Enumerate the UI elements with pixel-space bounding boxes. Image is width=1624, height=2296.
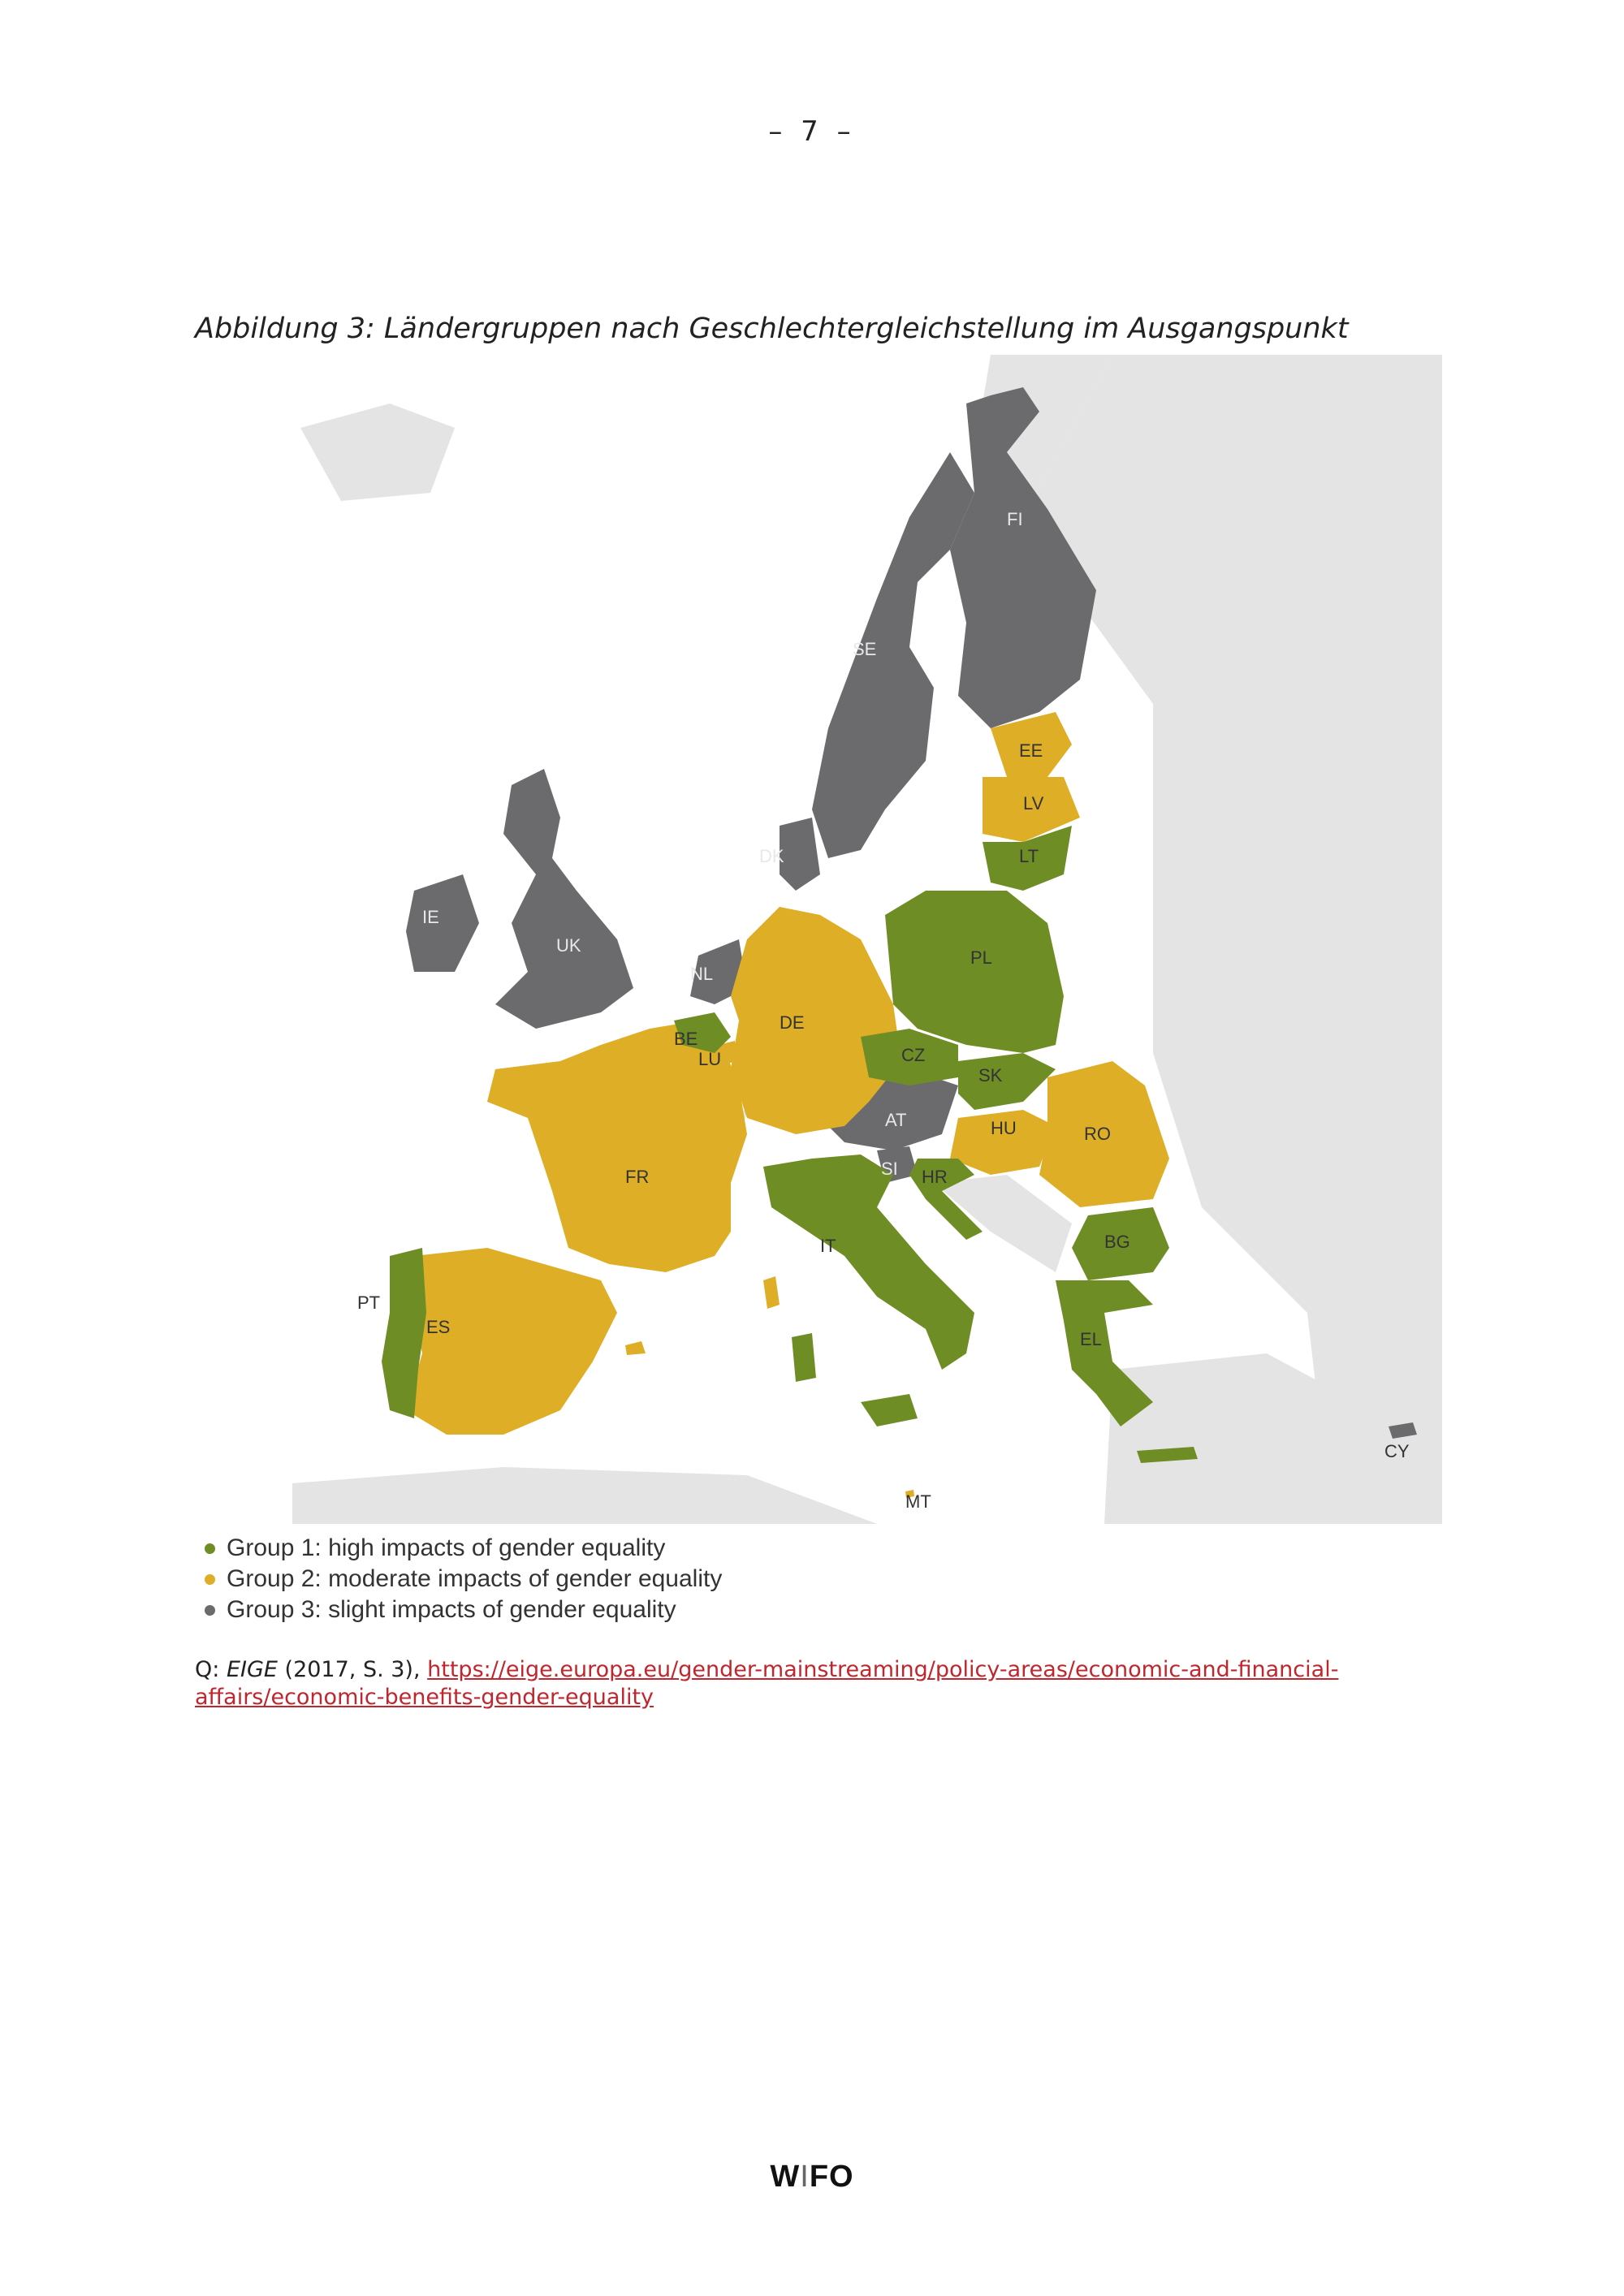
label-hr: HR <box>922 1167 948 1187</box>
label-nl: NL <box>690 964 714 984</box>
legend-dot-icon <box>205 1605 215 1616</box>
legend-label: Group 2: moderate impacts of gender equality <box>227 1565 723 1592</box>
label-cy: CY <box>1384 1441 1410 1461</box>
legend-label: Group 1: high impacts of gender equality <box>227 1534 666 1561</box>
label-it: IT <box>820 1236 836 1256</box>
label-cz: CZ <box>901 1045 926 1065</box>
eu-map <box>292 355 1442 1524</box>
country-sk <box>958 1053 1056 1110</box>
source-author: EIGE <box>226 1657 278 1682</box>
source-citation: (2017, S. 3), <box>277 1657 428 1682</box>
source-link[interactable]: https://eige.europa.eu/gender-mainstreaming/policy-areas/economic-and-financial-affairs/economic-benefits-gender-equality <box>195 1657 1339 1710</box>
label-ie: IE <box>422 907 439 927</box>
label-el: EL <box>1080 1329 1102 1349</box>
country-sicily <box>861 1394 918 1426</box>
page-number: – 7 – <box>768 115 856 148</box>
legend-item-group3 <box>205 1595 722 1625</box>
logo-part2: FO <box>809 2160 854 2194</box>
wifo-logo <box>0 2160 1624 2195</box>
label-uk: UK <box>556 935 581 956</box>
label-ro: RO <box>1084 1124 1111 1144</box>
label-be: BE <box>674 1029 698 1049</box>
country-es <box>406 1248 617 1435</box>
country-sardinia <box>792 1333 816 1382</box>
legend-label: Group 3: slight impacts of gender equality <box>227 1596 676 1623</box>
label-es: ES <box>426 1317 451 1337</box>
country-se <box>812 452 974 858</box>
source-prefix: Q: <box>195 1657 227 1682</box>
legend-item-group2 <box>205 1564 722 1595</box>
legend-item-group1 <box>205 1533 722 1564</box>
country-balearics <box>625 1341 646 1355</box>
logo-part1: W <box>770 2160 801 2194</box>
label-at: AT <box>885 1110 907 1130</box>
country-dk <box>780 818 820 891</box>
label-si: SI <box>881 1159 898 1179</box>
label-sk: SK <box>978 1065 1003 1085</box>
label-pl: PL <box>970 947 992 968</box>
label-fi: FI <box>1007 509 1023 529</box>
label-lt: LT <box>1019 846 1039 866</box>
map-legend <box>205 1533 722 1625</box>
label-de: DE <box>780 1012 805 1033</box>
country-corsica <box>763 1276 780 1309</box>
label-dk: DK <box>759 846 784 866</box>
label-ee: EE <box>1019 740 1043 761</box>
country-pl <box>885 891 1064 1053</box>
logo-sep: I <box>800 2160 810 2194</box>
label-bg: BG <box>1104 1232 1130 1252</box>
country-uk <box>495 769 633 1029</box>
country-el <box>1056 1280 1153 1426</box>
label-lv: LV <box>1023 793 1044 814</box>
label-se: SE <box>853 639 877 659</box>
label-hu: HU <box>991 1118 1017 1138</box>
label-mt: MT <box>905 1491 931 1512</box>
label-lu: LU <box>698 1049 722 1069</box>
source-note <box>195 1656 1445 1711</box>
figure-caption: Abbildung 3: Ländergruppen nach Geschlechtergleichstellung im Ausgangspunkt <box>195 313 1349 345</box>
label-pt: PT <box>357 1293 381 1313</box>
country-ie <box>406 874 479 972</box>
legend-dot-icon <box>205 1543 215 1554</box>
legend-dot-icon <box>205 1574 215 1585</box>
label-fr: FR <box>625 1167 650 1187</box>
